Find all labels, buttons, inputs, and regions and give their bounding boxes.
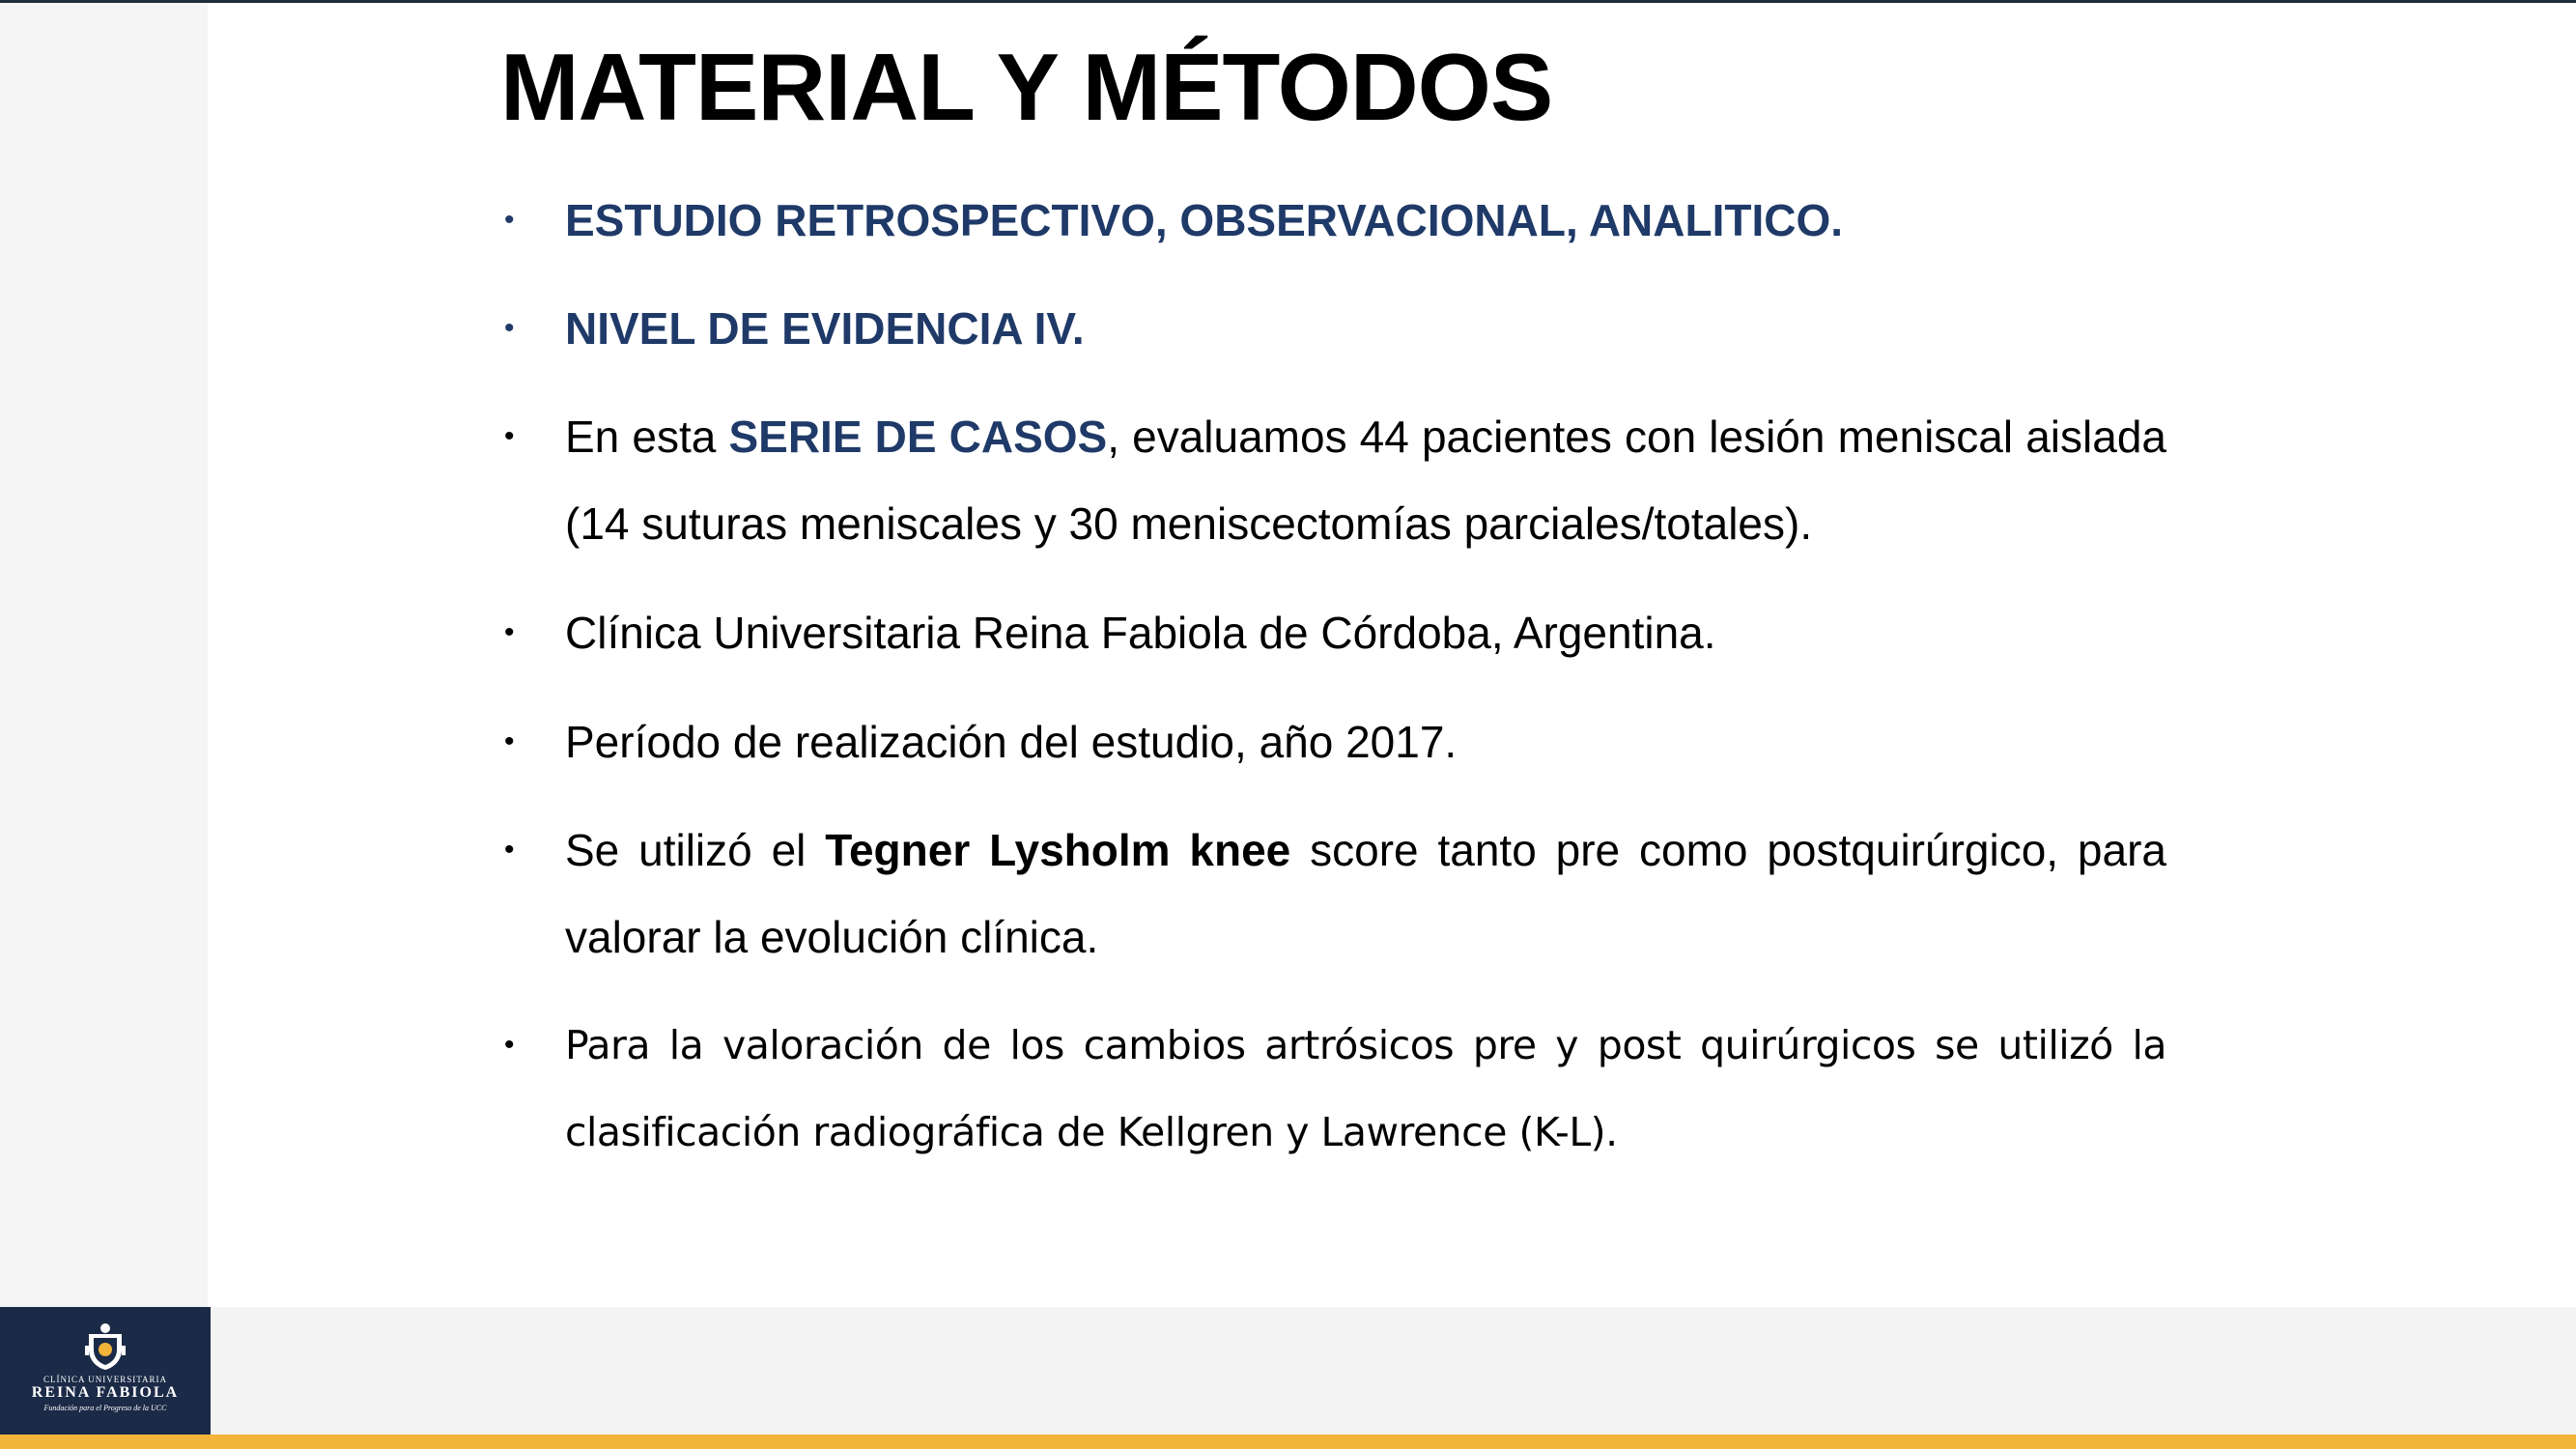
slide-title: MATERIAL Y MÉTODOS (500, 34, 1553, 140)
bullet-item (500, 177, 2166, 264)
bullet-text-study-type: ESTUDIO RETROSPECTIVO, OBSERVACIONAL, ANALITICO. (565, 195, 1844, 245)
footer-gold-strip (0, 1435, 2576, 1449)
bullet-text-clinic: Clínica Universitaria Reina Fabiola de Córdoba, Argentina. (565, 608, 1716, 658)
bullet-item (500, 698, 2166, 785)
text-run: En esta (565, 412, 729, 462)
left-margin-band (0, 3, 208, 1307)
text-run: score tanto pre como postquirúrgico, para valorar la evolución clínica. (565, 825, 2166, 962)
text-run: , evaluamos 44 pacientes con lesión meniscal aislada (14 suturas meniscales y 30 meniscectomías parciales/totales). (565, 412, 2166, 549)
bullet-marker: • (504, 725, 515, 757)
highlight-tegner-lysholm: Tegner Lysholm knee (825, 825, 1291, 875)
logo-line-name: REINA FABIOLA (31, 1384, 180, 1401)
bullet-item (500, 807, 2166, 980)
crest-icon (83, 1321, 127, 1371)
top-rule (0, 0, 2576, 3)
text-run: Se utilizó el (565, 825, 826, 875)
logo-line-clinica: CLÍNICA UNIVERSITARIA (42, 1375, 168, 1384)
bullet-text-case-series (565, 393, 2166, 567)
bullet-marker: • (504, 834, 515, 866)
bullet-marker: • (504, 204, 515, 236)
bullet-marker: • (504, 1029, 515, 1061)
clinic-logo (0, 1307, 211, 1435)
bullet-text-period: Período de realización del estudio, año 2017. (565, 717, 1458, 767)
bullet-item (500, 589, 2166, 676)
bullet-marker: • (504, 420, 515, 452)
bullet-item (500, 393, 2166, 567)
bullet-text-score (565, 807, 2166, 980)
bullet-marker: • (504, 312, 515, 344)
bullet-text-evidence-level: NIVEL DE EVIDENCIA IV. (565, 303, 1085, 354)
footer-band (0, 1307, 2576, 1435)
bullet-item (500, 285, 2166, 372)
bullet-item (500, 1002, 2166, 1176)
bullet-marker: • (504, 616, 515, 648)
logo-line-foundation: Fundación para el Progreso de la UCC (43, 1404, 167, 1412)
highlight-case-series: SERIE DE CASOS (728, 412, 1108, 462)
bullet-text-kellgren-lawrence: Para la valoración de los cambios artrósicos pre y post quirúrgicos se utilizó la clasificación radiográfica de Kellgren y Lawrence (K-L). (565, 1022, 2166, 1155)
